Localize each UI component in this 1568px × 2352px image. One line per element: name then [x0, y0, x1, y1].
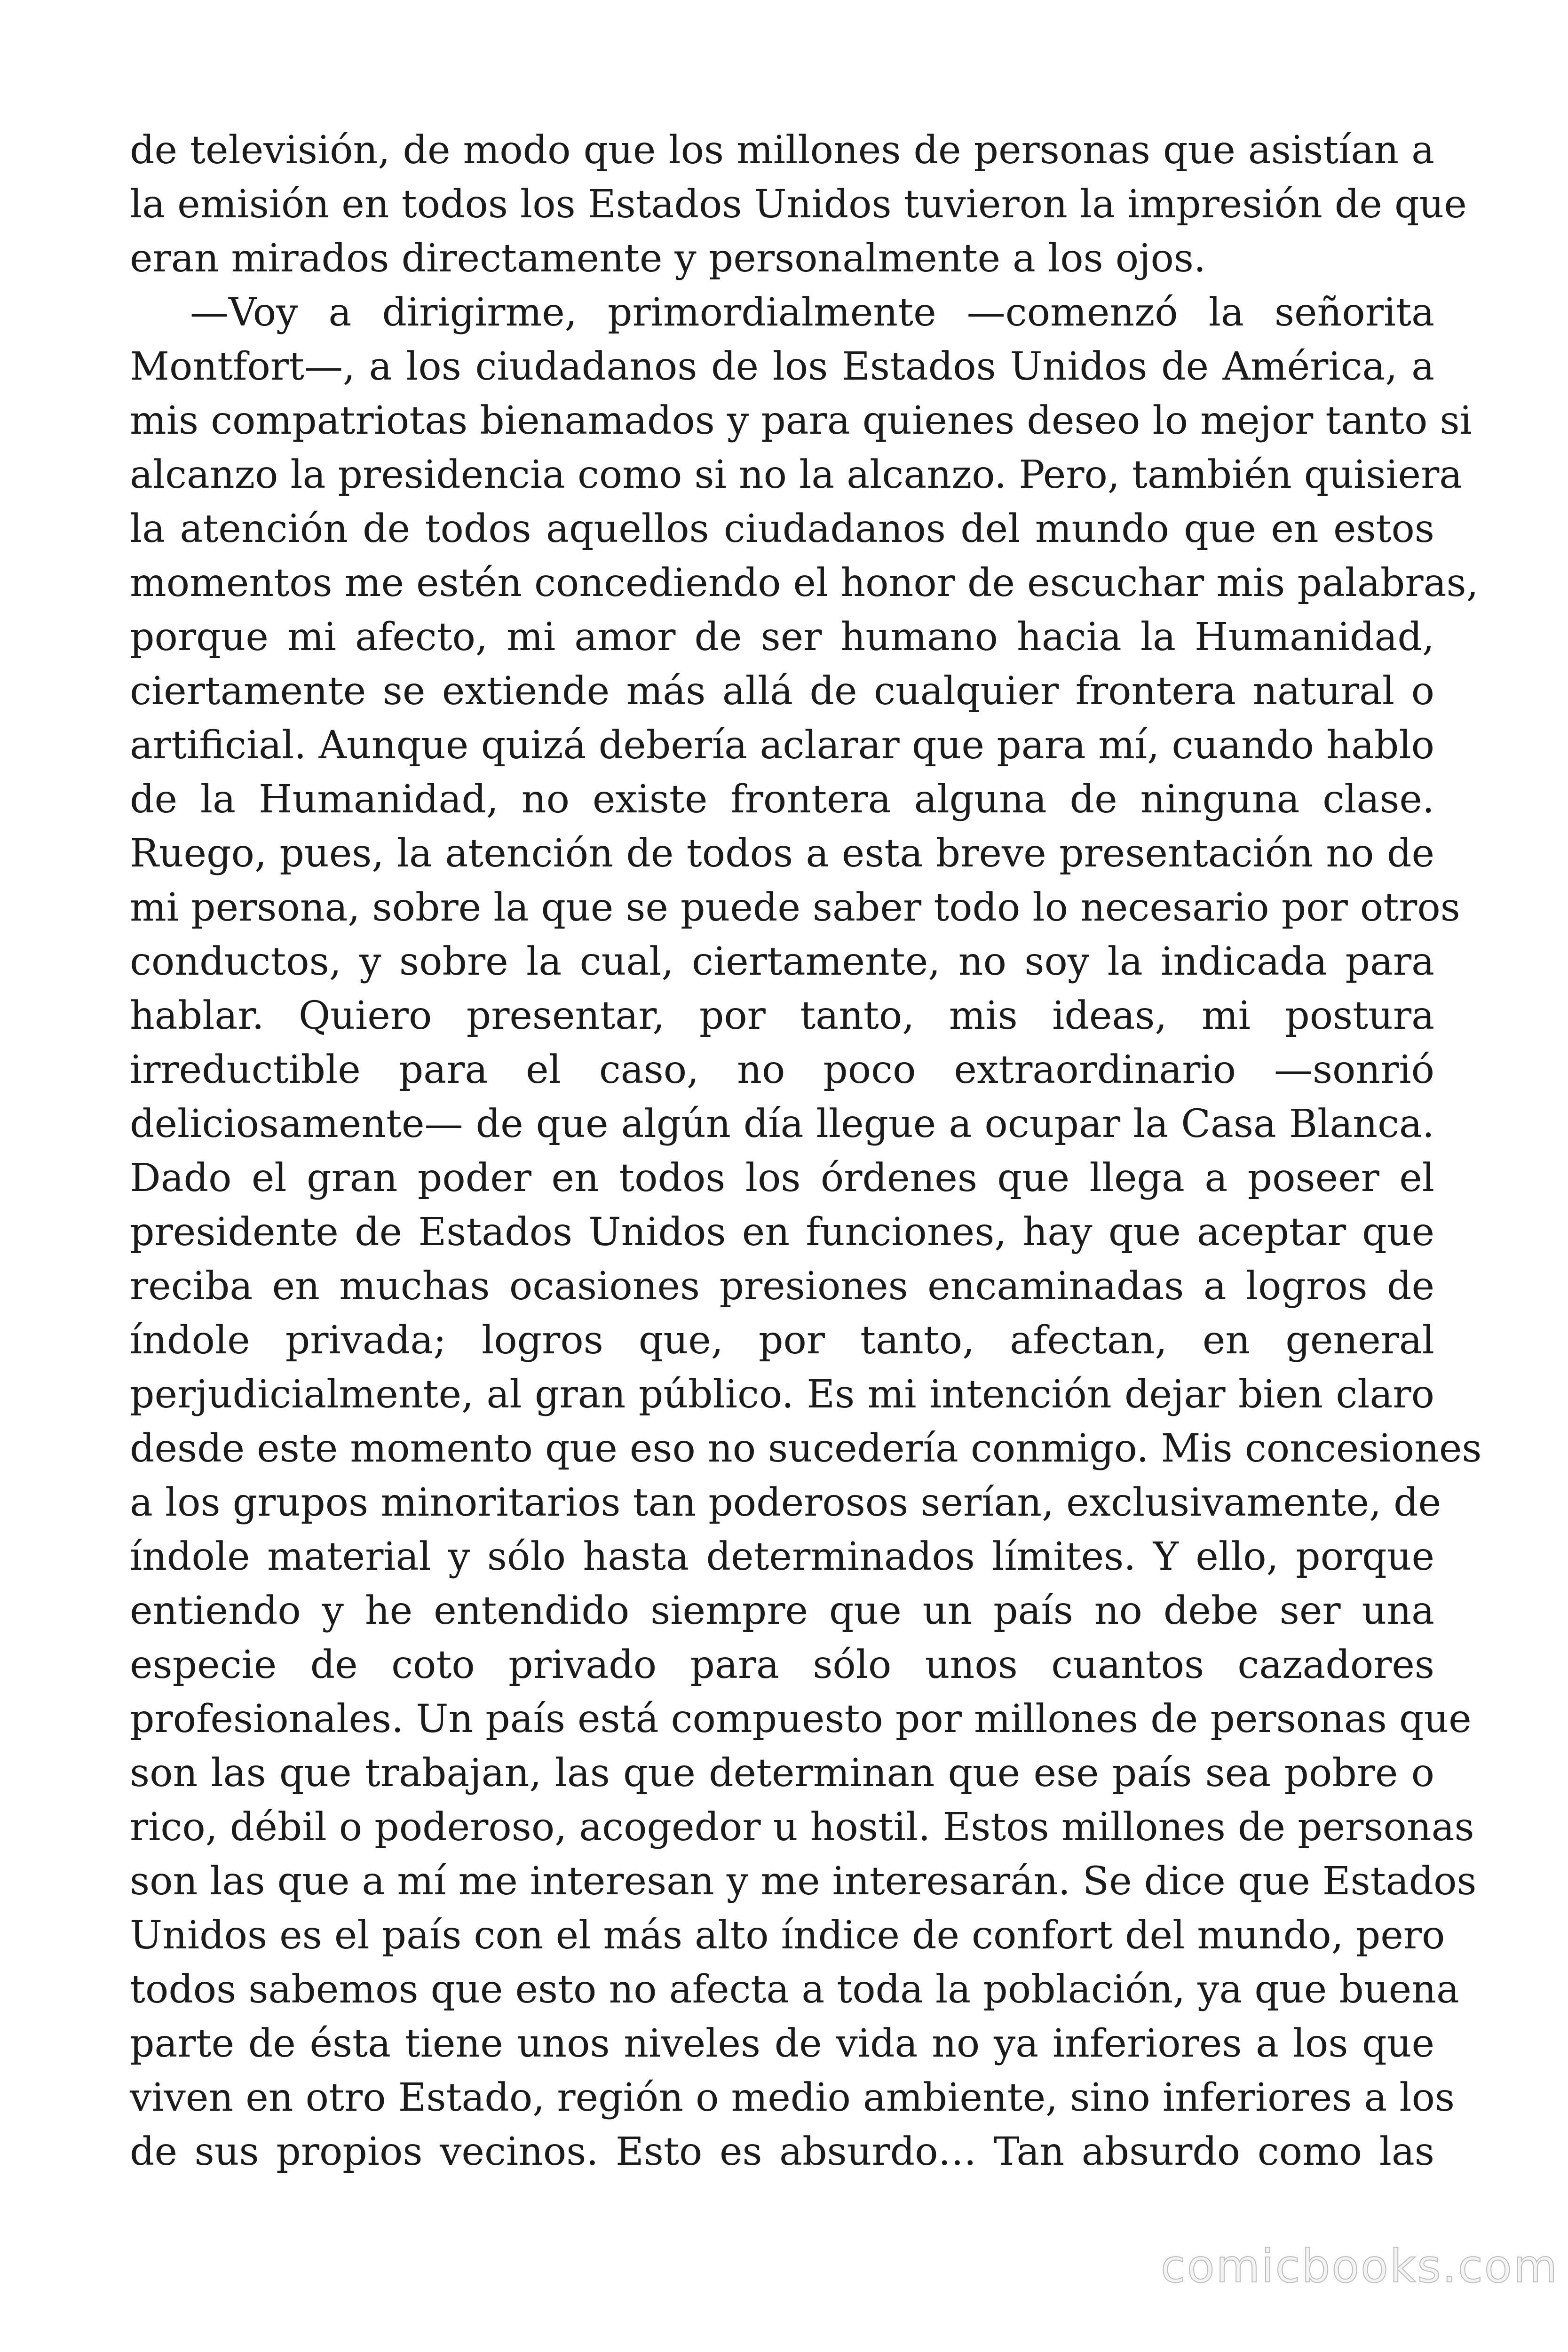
text-line: artificial. Aunque quizá debería aclarar que para mí, cuando hablo: [130, 723, 1434, 768]
page-text-body: [130, 123, 1482, 2233]
text-line: reciba en muchas ocasiones presiones encaminadas a logros de: [130, 1264, 1434, 1309]
text-line: ciertamente se extiende más allá de cualquier frontera natural o: [130, 669, 1434, 714]
text-line: desde este momento que eso no sucedería conmigo. Mis concesiones: [130, 1426, 1482, 1471]
text-line: la atención de todos aquellos ciudadanos del mundo que en estos: [130, 507, 1434, 551]
text-line: de la Humanidad, no existe frontera alguna de ninguna clase.: [130, 777, 1434, 822]
text-line: irreductible para el caso, no poco extraordinario —sonrió: [130, 1048, 1434, 1092]
text-line: especie de coto privado para sólo unos cuantos cazadores: [130, 1643, 1434, 1687]
text-line-indented: —Voy a dirigirme, primordialmente —comenzó la señorita: [190, 290, 1434, 335]
text-line: son las que a mí me interesan y me interesarán. Se dice que Estados: [130, 1859, 1477, 1904]
text-line: parte de ésta tiene unos niveles de vida no ya inferiores a los que: [130, 2021, 1434, 2066]
text-line: todos sabemos que esto no afecta a toda la población, ya que buena: [130, 1967, 1459, 2012]
comicbooks-watermark: comicbooks.com: [1161, 2240, 1559, 2293]
text-line: perjudicialmente, al gran público. Es mi intención dejar bien claro: [130, 1372, 1434, 1417]
text-line: momentos me estén concediendo el honor de escuchar mis palabras,: [130, 561, 1479, 605]
text-line: porque mi afecto, mi amor de ser humano hacia la Humanidad,: [130, 615, 1434, 660]
text-line: deliciosamente— de que algún día llegue a ocupar la Casa Blanca.: [130, 1102, 1434, 1146]
text-line: Montfort—, a los ciudadanos de los Estados Unidos de América, a: [130, 344, 1434, 389]
text-line: de sus propios vecinos. Esto es absurdo… Tan absurdo como las: [130, 2130, 1434, 2174]
text-line: a los grupos minoritarios tan poderosos serían, exclusivamente, de: [130, 1480, 1441, 1525]
text-line: Unidos es el país con el más alto índice de confort del mundo, pero: [130, 1913, 1445, 1958]
text-line: conductos, y sobre la cual, ciertamente, no soy la indicada para: [130, 939, 1434, 984]
text-line: de televisión, de modo que los millones de personas que asistían a: [130, 128, 1434, 173]
text-line: eran mirados directamente y personalmente a los ojos.: [130, 236, 1206, 281]
text-line: viven en otro Estado, región o medio ambiente, sino inferiores a los: [130, 2075, 1455, 2120]
text-line: índole material y sólo hasta determinados límites. Y ello, porque: [130, 1534, 1434, 1579]
text-line: Ruego, pues, la atención de todos a esta breve presentación no de: [130, 831, 1434, 876]
text-line: son las que trabajan, las que determinan que ese país sea pobre o: [130, 1751, 1434, 1796]
text-line: mis compatriotas bienamados y para quienes deseo lo mejor tanto si: [130, 398, 1472, 443]
text-line: alcanzo la presidencia como si no la alcanzo. Pero, también quisiera: [130, 453, 1463, 497]
text-line: índole privada; logros que, por tanto, afectan, en general: [130, 1318, 1434, 1363]
text-line: hablar. Quiero presentar, por tanto, mis ideas, mi postura: [130, 993, 1434, 1038]
paragraph-2: [130, 286, 1482, 2233]
text-line: Dado el gran poder en todos los órdenes que llega a poseer el: [130, 1156, 1434, 1200]
paragraph-1: [130, 123, 1467, 286]
text-line: presidente de Estados Unidos en funciones, hay que aceptar que: [130, 1210, 1434, 1255]
text-line: rico, débil o poderoso, acogedor u hostil. Estos millones de personas: [130, 1805, 1474, 1850]
text-line: [130, 2179, 1434, 2233]
text-line: entiendo y he entendido siempre que un país no debe ser una: [130, 1589, 1434, 1633]
text-line: profesionales. Un país está compuesto por millones de personas que: [130, 1697, 1472, 1741]
text-line: mi persona, sobre la que se puede saber todo lo necesario por otros: [130, 885, 1460, 930]
text-line: la emisión en todos los Estados Unidos tuvieron la impresión de que: [130, 182, 1467, 227]
